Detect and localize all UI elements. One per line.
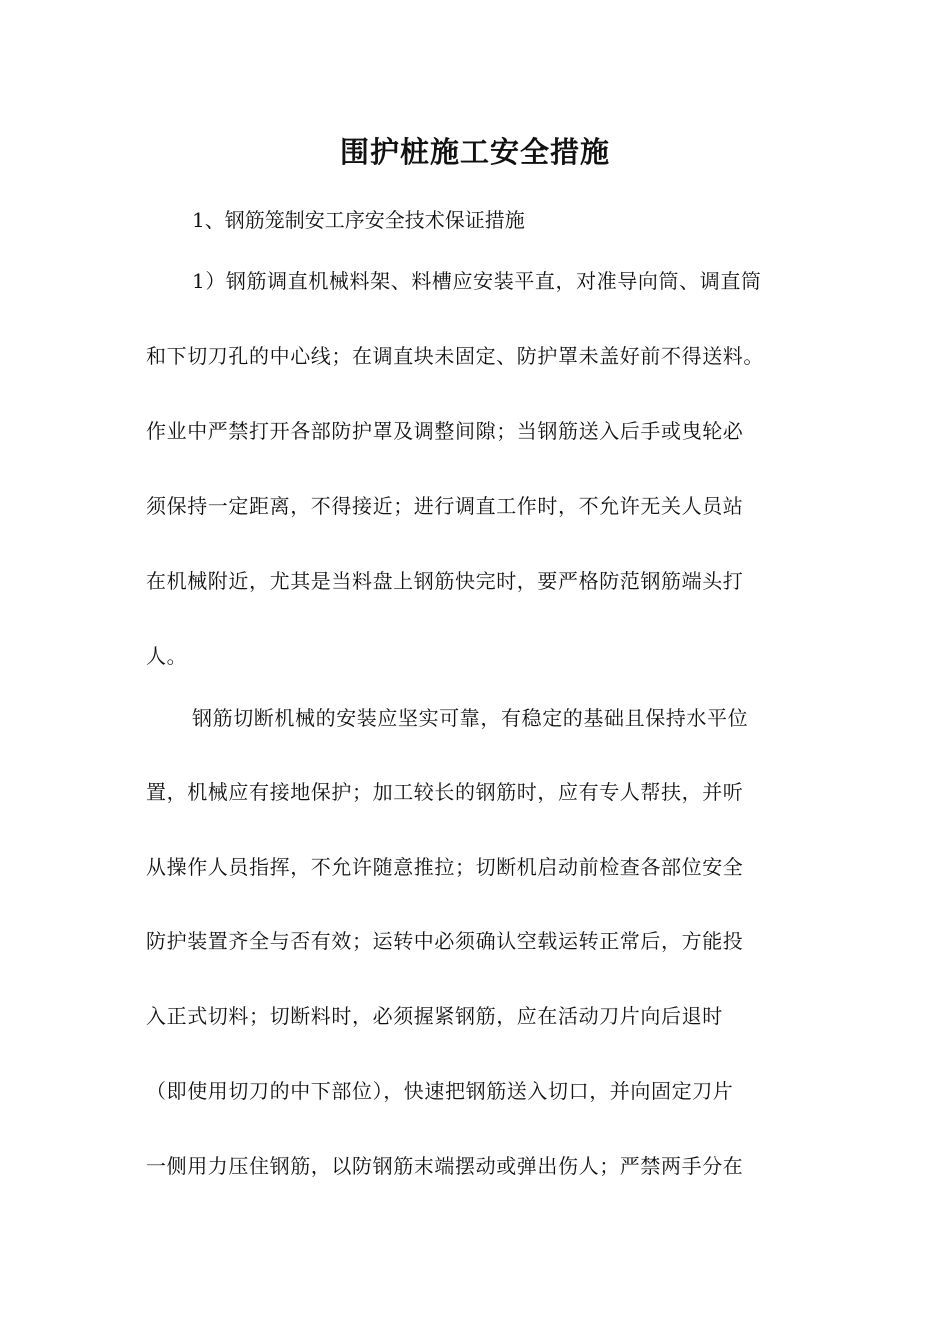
paragraph-line: 入正式切料；切断料时，必须握紧钢筋，应在活动刀片向后退时 (146, 1004, 723, 1028)
paragraph-line: 和下切刀孔的中心线；在调直块未固定、防护罩未盖好前不得送料。 (146, 344, 764, 368)
paragraph-line: 在机械附近，尤其是当料盘上钢筋快完时，要严格防范钢筋端头打 (146, 569, 744, 593)
paragraph-line: 一侧用力压住钢筋，以防钢筋末端摆动或弹出伤人；严禁两手分在 (146, 1154, 744, 1178)
document-title: 围护桩施工安全措施 (339, 135, 610, 169)
paragraph-line: （即使用切刀的中下部位），快速把钢筋送入切口，并向固定刀片 (146, 1079, 734, 1103)
paragraph-line: 须保持一定距离，不得接近；进行调直工作时，不允许无关人员站 (146, 494, 744, 518)
paragraph-line: 作业中严禁打开各部防护罩及调整间隙；当钢筋送入后手或曳轮必 (146, 419, 744, 443)
paragraph-line: 人。 (146, 644, 188, 668)
paragraph-line: 防护装置齐全与否有效；运转中必须确认空载运转正常后，方能投 (146, 929, 744, 953)
paragraph-line: 置，机械应有接地保护；加工较长的钢筋时，应有专人帮扶，并听 (146, 780, 744, 804)
section-heading: 1、钢筋笼制安工序安全技术保证措施 (192, 208, 525, 232)
paragraph-line: 1）钢筋调直机械料架、料槽应安装平直，对准导向筒、调直筒 (192, 269, 762, 293)
paragraph-line: 钢筋切断机械的安装应坚实可靠，有稳定的基础且保持水平位 (192, 706, 749, 730)
paragraph-line: 从操作人员指挥，不允许随意推拉；切断机启动前检查各部位安全 (146, 855, 744, 879)
